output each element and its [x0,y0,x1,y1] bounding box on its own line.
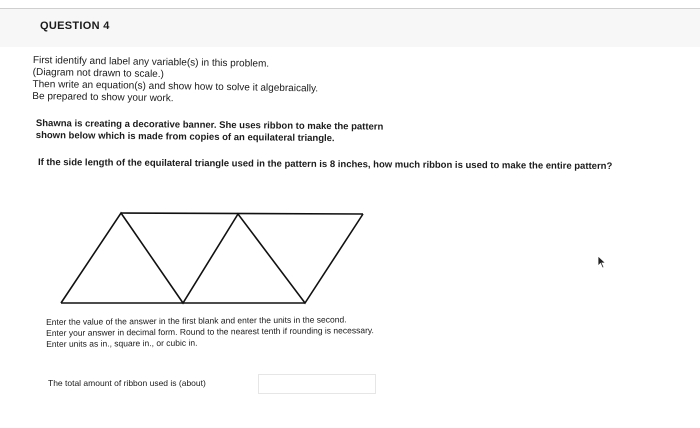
scenario-text [36,118,384,146]
pattern-zigzag [61,213,363,303]
scenario-line: shown below which is made from copies of an equilateral triangle. [35,129,335,145]
instructions [32,55,318,107]
question-prompt: If the side length of the equilateral triangle used in the pattern is 8 inches, how much ribbon is used to make the entire pattern? [37,157,613,173]
instruction-line: Be prepared to show your work. [32,90,174,105]
question-title: QUESTION 4 [40,20,110,32]
entry-help-line: Enter units as in., square in., or cubic in. [46,337,198,349]
scenario-line: Shawna is creating a decorative banner. She uses ribbon to make the pattern [35,118,384,133]
instruction-line: (Diagram not drawn to scale.) [32,66,164,81]
answer-input[interactable] [258,374,376,394]
answer-entry-instructions [46,314,374,350]
instruction-line: Then write an equation(s) and show how to solve it algebraically. [32,78,319,95]
answer-label: The total amount of ribbon used is (about) [48,378,206,388]
entry-help-line: Enter the value of the answer in the first blank and enter the units in the second. [46,314,347,327]
entry-help-line: Enter your answer in decimal form. Round to the nearest tenth if rounding is necessary. [46,325,374,338]
instruction-line: First identify and label any variable(s) in this problem. [32,55,270,70]
mouse-pointer-icon [597,255,607,269]
triangle-pattern-diagram [55,205,375,310]
pattern-top-edge [121,213,363,214]
